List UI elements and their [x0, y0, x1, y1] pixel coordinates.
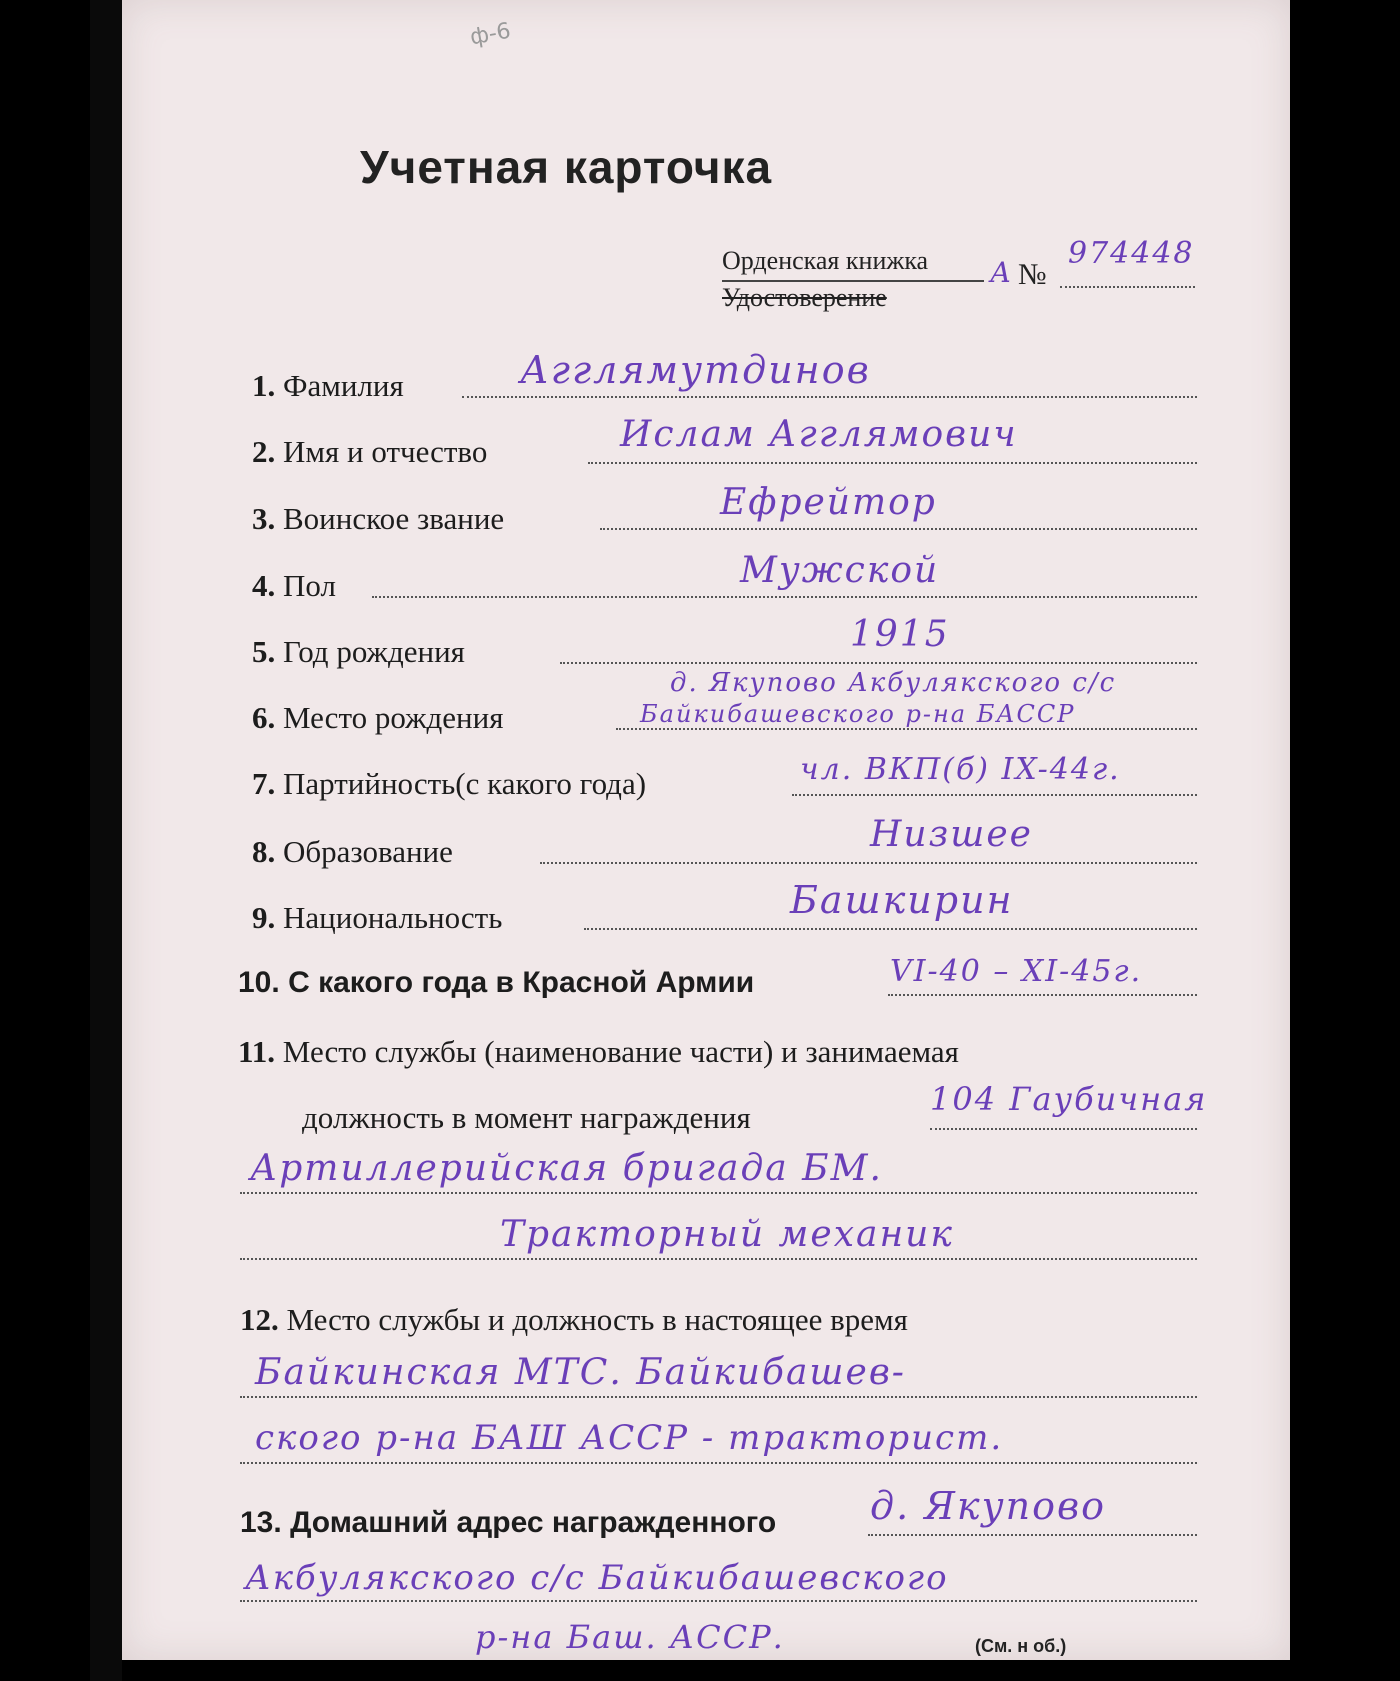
field-13-label: 13. Домашний адрес награжденного — [240, 1506, 777, 1539]
field-11-value-3: Тракторный механик — [500, 1214, 954, 1255]
field-13-value: д. Якупово — [870, 1484, 1107, 1528]
footnote-see-reverse: (См. н об.) — [975, 1636, 1067, 1656]
field-6-value: д. Якупово Акбулякского с/с — [670, 668, 1117, 698]
field-11-label: 11. Место службы (наименование части) и занимаемая — [238, 1034, 959, 1069]
field-13-value-3: р-на Баш. АССР. — [475, 1618, 785, 1656]
pencil-mark: ф-6 — [468, 18, 513, 51]
field-7-line — [792, 794, 1197, 796]
field-9-value: Башкирин — [790, 878, 1014, 922]
field-12-value: Байкинская МТС. Байкибашев- — [255, 1352, 906, 1393]
field-2-label: 2. Имя и отчество — [252, 434, 488, 469]
field-10-value: VI-40 – XI-45г. — [890, 954, 1143, 989]
field-4-value: Мужской — [740, 550, 940, 591]
field-8-value: Низшее — [870, 814, 1033, 855]
certificate-label: Удостоверение — [722, 283, 887, 312]
field-11-line-2 — [240, 1192, 1197, 1194]
order-book-underline — [722, 280, 984, 282]
field-9-line — [584, 928, 1197, 930]
field-11-label-2: должность в момент награждения — [302, 1100, 751, 1135]
field-10-label: 10. С какого года в Красной Армии — [238, 966, 755, 999]
field-4-line — [372, 596, 1197, 598]
field-12-line-1 — [240, 1396, 1197, 1398]
field-13-value-2: Акбулякского с/с Байкибашевского — [245, 1558, 949, 1598]
field-3-label: 3. Воинское звание — [252, 501, 505, 536]
field-11-line-1 — [930, 1128, 1197, 1130]
field-3-line — [600, 528, 1197, 530]
field-5-value: 1915 — [850, 614, 950, 655]
number-value: 974448 — [1068, 236, 1195, 271]
field-1-value: Агглямутдинов — [520, 348, 871, 392]
field-5-line — [560, 662, 1197, 664]
field-7-label: 7. Партийность(с какого года) — [252, 766, 647, 801]
field-10-line — [888, 994, 1197, 996]
field-7-value: чл. ВКП(б) IX-44г. — [800, 752, 1121, 787]
field-8-line — [540, 862, 1197, 864]
number-label: № — [1018, 258, 1047, 291]
field-13-line-2 — [240, 1600, 1197, 1602]
field-13-line-1 — [868, 1534, 1197, 1536]
field-11-value-2: Артиллерийская бригада БМ. — [250, 1148, 883, 1189]
field-6-label: 6. Место рождения — [252, 700, 504, 735]
field-6-line — [616, 728, 1197, 730]
field-6-value-2: Байкибашевского р-на БАССР — [640, 700, 1076, 728]
field-4-label: 4. Пол — [252, 568, 336, 603]
series-letter: А — [990, 256, 1014, 289]
field-9-label: 9. Национальность — [252, 900, 503, 935]
scan-border-left — [90, 0, 122, 1681]
field-8-label: 8. Образование — [252, 834, 453, 869]
field-2-value: Ислам Агглямович — [620, 414, 1018, 455]
field-3-value: Ефрейтор — [720, 482, 937, 523]
field-12-value-2: ского р-на БАШ АССР - тракторист. — [255, 1418, 1004, 1458]
scan-border-right — [1290, 0, 1400, 1681]
field-1-label: 1. Фамилия — [252, 368, 404, 403]
field-2-line — [588, 462, 1197, 464]
field-1-line — [462, 396, 1197, 398]
number-line — [1060, 286, 1195, 288]
field-12-label: 12. Место службы и должность в настоящее время — [240, 1302, 908, 1337]
field-5-label: 5. Год рождения — [252, 634, 465, 669]
order-book-label: Орденская книжка — [722, 246, 929, 275]
field-12-line-2 — [240, 1462, 1197, 1464]
field-11-line-3 — [240, 1258, 1197, 1260]
field-11-value: 104 Гаубичная — [930, 1080, 1208, 1118]
card-title: Учетная карточка — [360, 141, 773, 193]
